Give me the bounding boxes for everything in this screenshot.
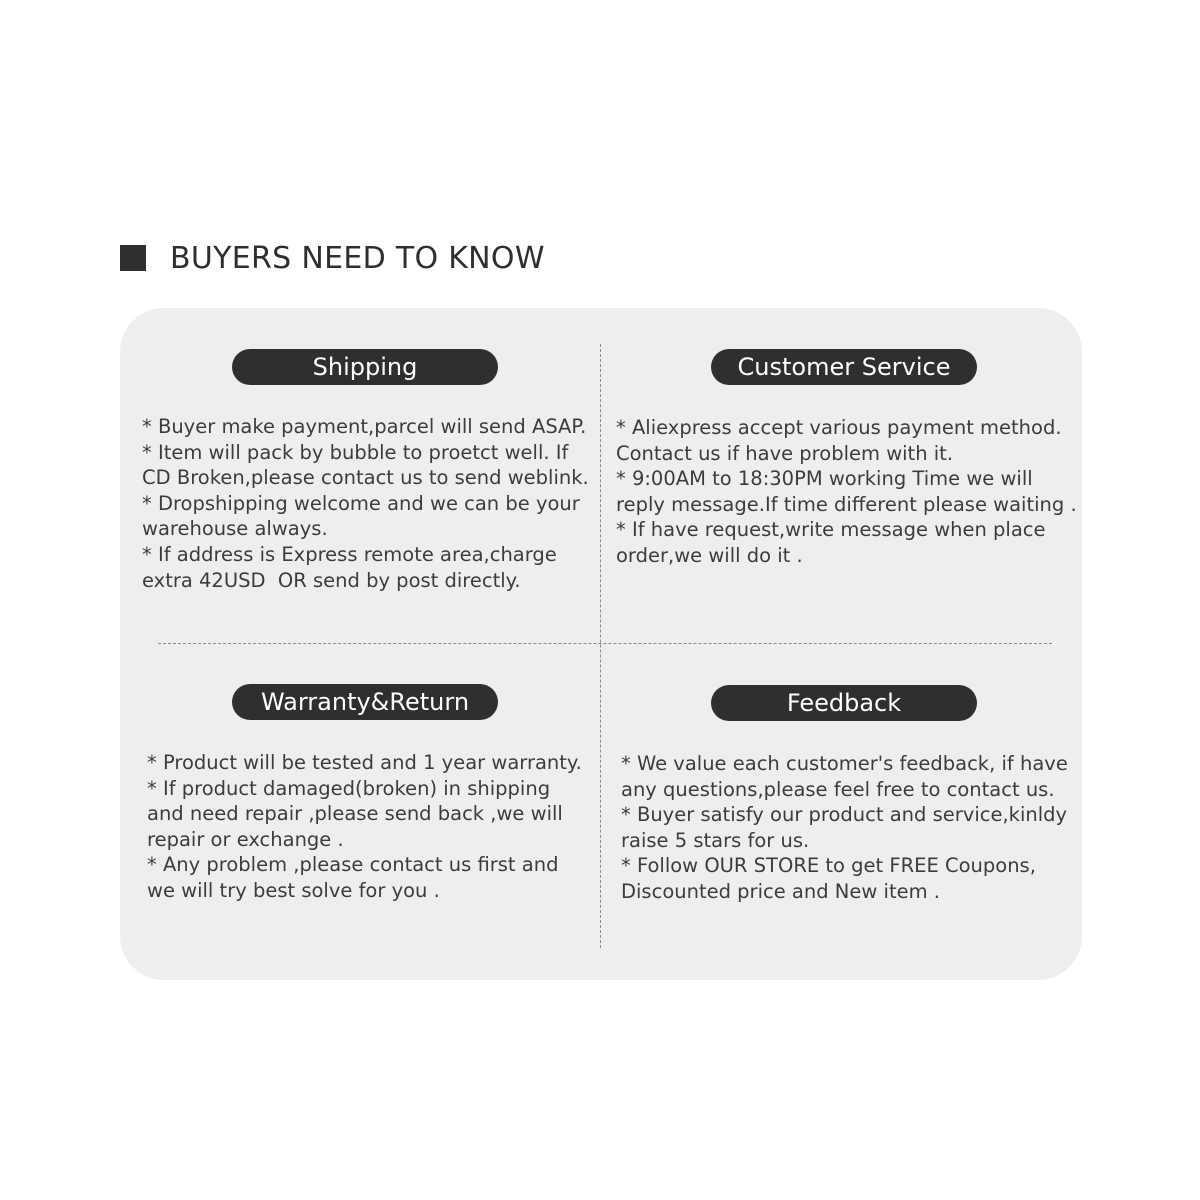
warranty-return-line: we will try best solve for you . <box>147 878 440 902</box>
warranty-return-line: repair or exchange . <box>147 827 344 851</box>
customer-service-title: Customer Service <box>737 353 951 381</box>
feedback-line: Discounted price and New item . <box>621 879 940 903</box>
shipping-line: CD Broken,please contact us to send weblink. <box>142 466 589 490</box>
feedback-line: * Buyer satisfy our product and service,kinldy <box>621 803 1068 827</box>
square-bullet-icon <box>120 245 146 271</box>
customer-service-line: Contact us if have problem with it. <box>616 441 954 465</box>
shipping-line: * If address is Express remote area,charge <box>142 542 557 566</box>
shipping-title: Shipping <box>312 353 418 381</box>
customer-service-line: * 9:00AM to 18:30PM working Time we will <box>616 467 1033 491</box>
customer-service-title-pill <box>711 349 977 385</box>
warranty-return-title-pill <box>232 684 498 720</box>
feedback-line: raise 5 stars for us. <box>621 828 810 852</box>
warranty-return-line: * Product will be tested and 1 year warranty. <box>147 751 582 774</box>
shipping-line: * Buyer make payment,parcel will send ASAP. <box>142 415 587 438</box>
feedback-line: * We value each customer's feedback, if have <box>621 752 1068 775</box>
warranty-return-line: and need repair ,please send back ,we will <box>147 802 563 826</box>
shipping-title-pill <box>232 349 498 385</box>
customer-service-line: * If have request,write message when place <box>616 518 1046 542</box>
feedback-text <box>621 751 1076 905</box>
shipping-line: extra 42USD OR send by post directly. <box>142 568 521 592</box>
customer-service-line: * Aliexpress accept various payment method. <box>616 416 1062 439</box>
customer-service-text <box>616 415 1077 569</box>
heading-title: BUYERS NEED TO KNOW <box>170 240 545 276</box>
section-heading <box>120 236 545 280</box>
shipping-line: warehouse always. <box>142 517 328 541</box>
customer-service-line: reply message.If time different please waiting . <box>616 492 1077 516</box>
feedback-title-pill <box>711 685 977 721</box>
warranty-return-text <box>147 750 602 904</box>
horizontal-divider <box>158 643 1052 644</box>
shipping-line: * Item will pack by bubble to proetct well. If <box>142 440 569 464</box>
feedback-line: any questions,please feel free to contact us. <box>621 777 1055 801</box>
shipping-text <box>142 414 597 593</box>
feedback-line: * Follow OUR STORE to get FREE Coupons, <box>621 854 1036 878</box>
customer-service-line: order,we will do it . <box>616 543 803 567</box>
warranty-return-line: * If product damaged(broken) in shipping <box>147 776 551 800</box>
feedback-title: Feedback <box>786 689 902 717</box>
warranty-return-line: * Any problem ,please contact us first and <box>147 853 559 877</box>
info-panel <box>120 308 1082 980</box>
shipping-line: * Dropshipping welcome and we can be your <box>142 491 580 515</box>
warranty-return-title: Warranty&Return <box>260 688 470 716</box>
